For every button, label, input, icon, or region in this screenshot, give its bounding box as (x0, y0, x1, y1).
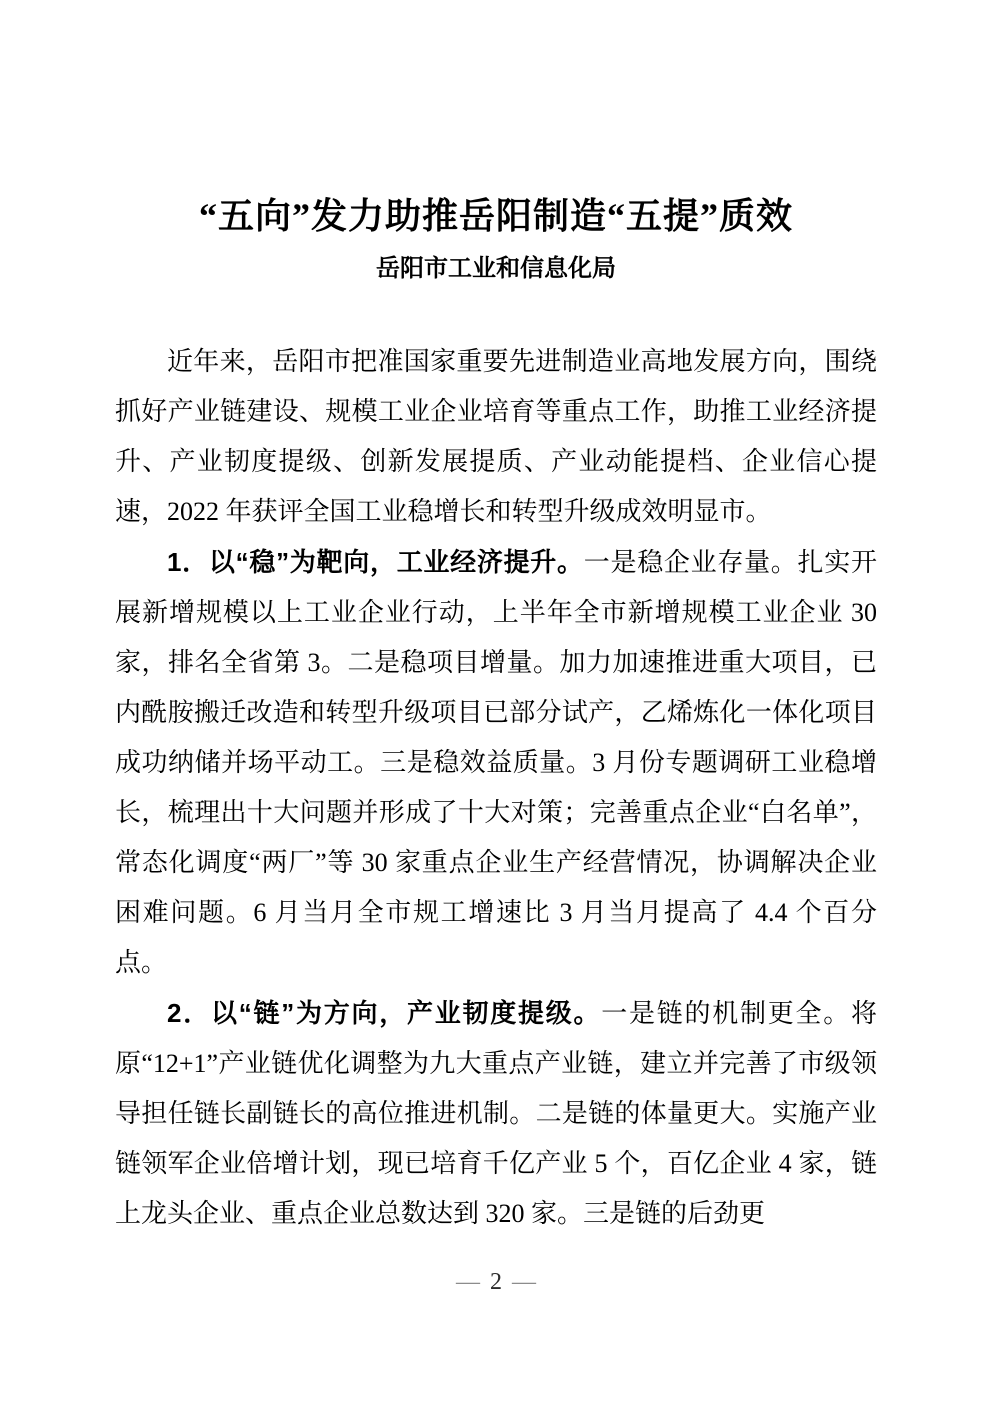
footer-dash-right: — (512, 1269, 536, 1295)
document-author: 岳阳市工业和信息化局 (376, 256, 616, 282)
inline-heading: 1．以“稳”为靶向，工业经济提升。 (167, 547, 584, 577)
page-footer (0, 1267, 992, 1297)
paragraph (115, 537, 877, 988)
paragraph (115, 988, 877, 1239)
paragraph (115, 337, 877, 537)
footer-dash-left: — (456, 1269, 480, 1295)
inline-heading: 2．以“链”为方向，产业韧度提级。 (167, 998, 602, 1028)
body-text: 近年来，岳阳市把准国家重要先进制造业高地发展方向，围绕抓好产业链建设、规模工业企业培育等重点工作，助推工业经济提升、产业韧度提级、创新发展提质、产业动能提档、企业信心提速，2022 年获评全国工业稳增长和转型升级成效明显市。 (115, 347, 877, 526)
body-text: 一是链的机制更全。将原“12+1”产业链优化调整为九大重点产业链，建立并完善了市级领导担任链长副链长的高位推进机制。二是链的体量更大。实施产业链领军企业倍增计划，现已培育千亿产业 5 个，百亿企业 4 家，链上龙头企业、重点企业总数达到 320 家。三是链的后劲更 (115, 999, 877, 1228)
page-number: 2 (490, 1269, 502, 1295)
document-title: “五向”发力助推岳阳制造“五提”质效 (198, 196, 793, 236)
document-body (115, 337, 877, 1239)
body-text: 一是稳企业存量。扎实开展新增规模以上工业企业行动，上半年全市新增规模工业企业 30 家，排名全省第 3。二是稳项目增量。加力加速推进重大项目，已内酰胺搬迁改造和转型升级项目已部分试产，乙烯炼化一体化项目成功纳储并场平动工。三是稳效益质量。3 月份专题调研工业稳增长，梳理出十大问题并形成了十大对策；完善重点企业“白名单”，常态化调度“两厂”等 30 家重点企业生产经营情况，协调解决企业困难问题。6 月当月全市规工增速比 3 月当月提高了 4.4 个百分点。 (115, 548, 877, 977)
